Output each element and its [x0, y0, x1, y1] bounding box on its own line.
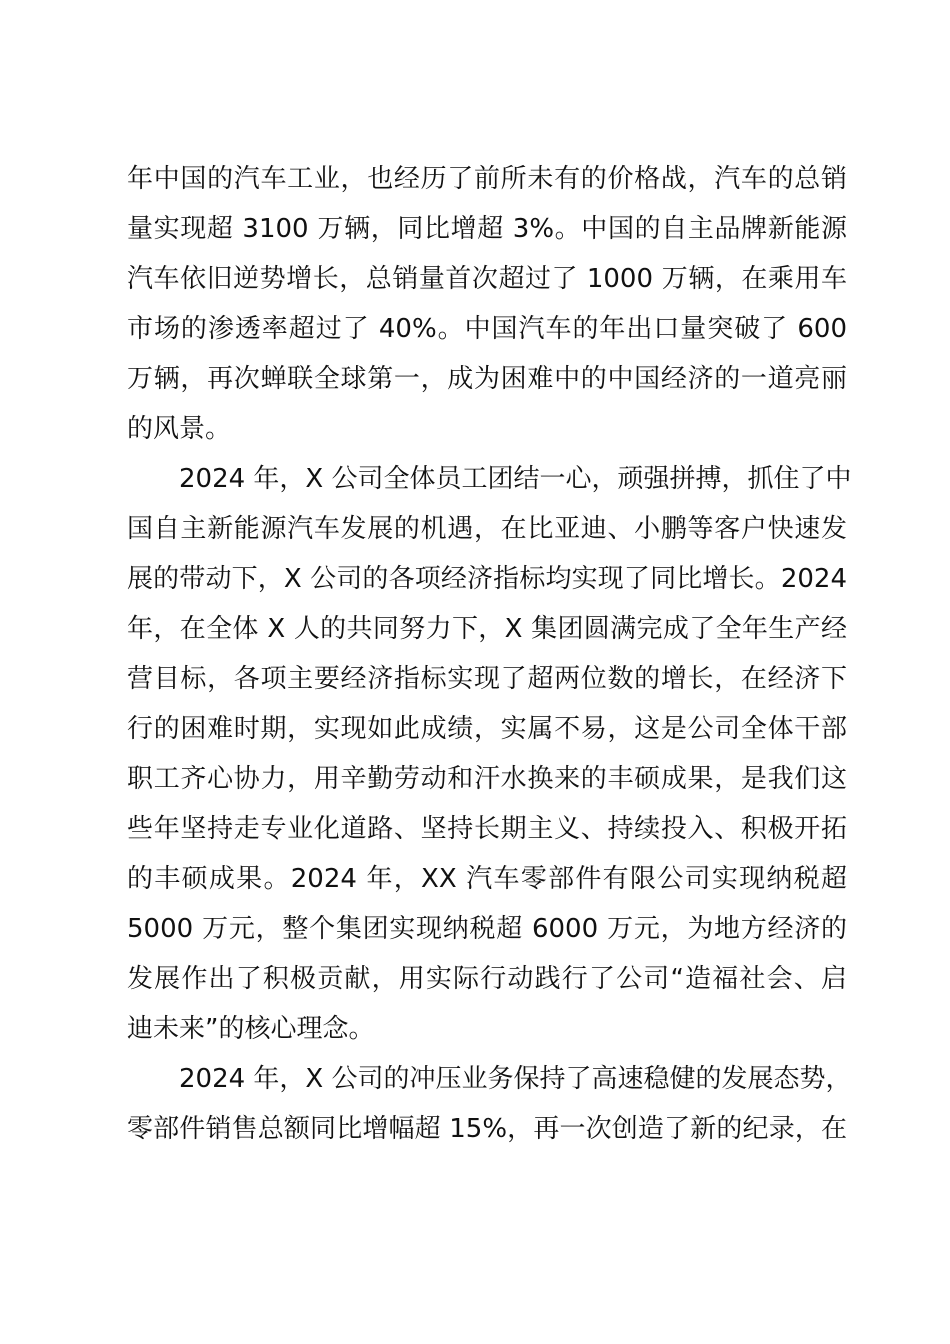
text-line: 迪未来”的核心理念。 — [127, 1014, 375, 1044]
text-line: 营目标，各项主要经济指标实现了超两位数的增长，在经济下 — [127, 664, 847, 694]
text-line: 些年坚持走专业化道路、坚持长期主义、持续投入、积极开拓 — [127, 814, 847, 844]
body-text — [127, 154, 852, 1154]
text-line: 2024 年，X 公司的冲压业务保持了高速稳健的发展态势， — [179, 1064, 852, 1094]
text-line: 年中国的汽车工业，也经历了前所未有的价格战，汽车的总销 — [127, 164, 847, 194]
text-line: 发展作出了积极贡献，用实际行动践行了公司“造福社会、启 — [127, 964, 847, 994]
text-line: 5000 万元，整个集团实现纳税超 6000 万元，为地方经济的 — [127, 914, 847, 944]
text-line: 职工齐心协力，用辛勤劳动和汗水换来的丰硕成果，是我们这 — [127, 764, 847, 794]
paragraph-1 — [127, 154, 847, 454]
text-line: 的丰硕成果。2024 年，XX 汽车零部件有限公司实现纳税超 — [127, 864, 847, 894]
text-line: 国自主新能源汽车发展的机遇，在比亚迪、小鹏等客户快速发 — [127, 514, 847, 544]
text-line: 零部件销售总额同比增幅超 15%，再一次创造了新的纪录，在 — [127, 1114, 847, 1144]
text-line: 量实现超 3100 万辆，同比增超 3%。中国的自主品牌新能源 — [127, 214, 847, 244]
text-line: 行的困难时期，实现如此成绩，实属不易，这是公司全体干部 — [127, 714, 847, 744]
text-line: 万辆，再次蝉联全球第一，成为困难中的中国经济的一道亮丽 — [127, 364, 847, 394]
text-line: 的风景。 — [127, 414, 232, 444]
text-line: 汽车依旧逆势增长，总销量首次超过了 1000 万辆，在乘用车 — [127, 264, 847, 294]
paragraph-2 — [127, 454, 852, 1054]
paragraph-3 — [127, 1054, 852, 1154]
text-line: 2024 年，X 公司全体员工团结一心，顽强拼搏，抓住了中 — [179, 464, 852, 494]
text-line: 市场的渗透率超过了 40%。中国汽车的年出口量突破了 600 — [127, 314, 847, 344]
text-line: 展的带动下，X 公司的各项经济指标均实现了同比增长。2024 — [127, 564, 847, 594]
text-line: 年，在全体 X 人的共同努力下，X 集团圆满完成了全年生产经 — [127, 614, 847, 644]
